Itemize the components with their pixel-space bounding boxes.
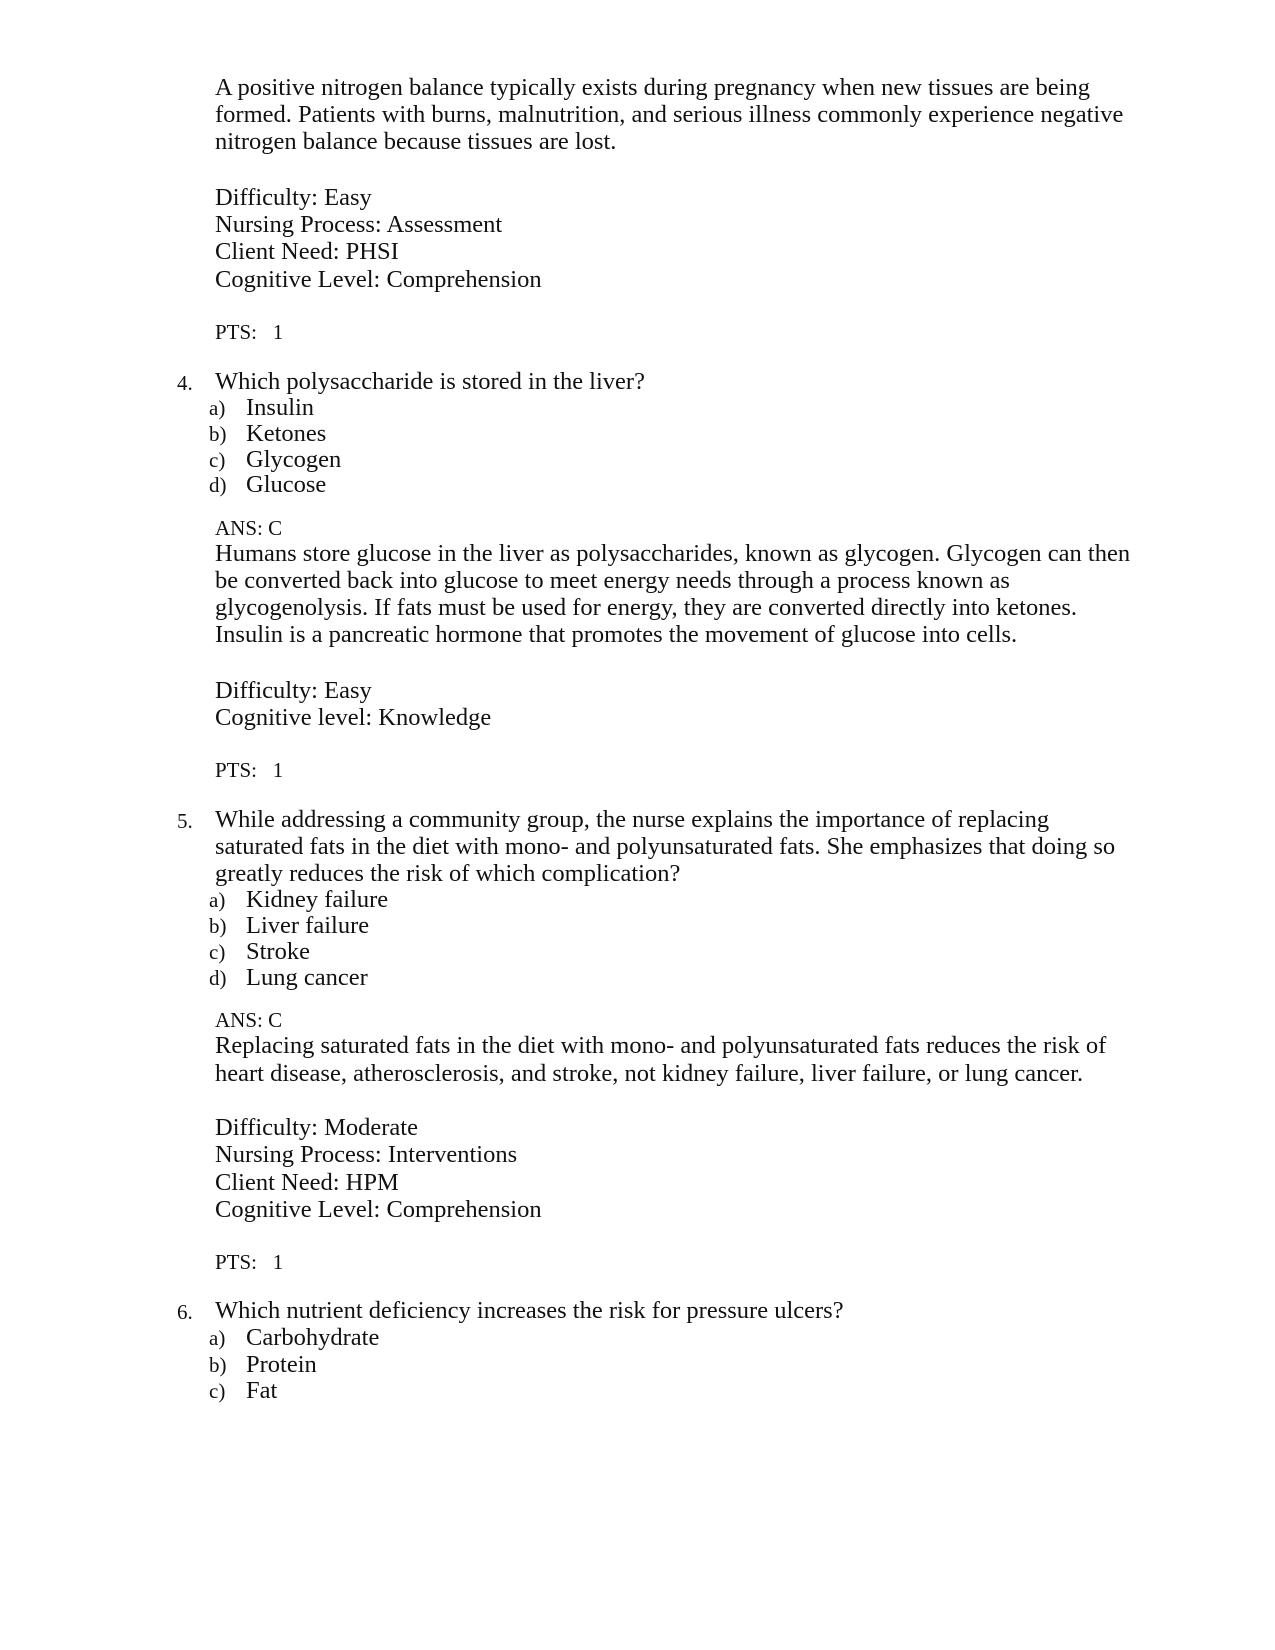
intro-rationale-line-3: nitrogen balance because tissues are lost. xyxy=(215,128,617,155)
question-5-points: PTS: 1 xyxy=(215,1250,284,1274)
question-5-cognitive-level: Cognitive Level: Comprehension xyxy=(215,1196,542,1223)
question-6-option-b-letter: b) xyxy=(209,1353,227,1377)
question-5-rationale-line-2: heart disease, atherosclerosis, and stroke, not kidney failure, liver failure, or lung cancer. xyxy=(215,1060,1084,1087)
question-4-rationale-line-2: be converted back into glucose to meet energy needs through a process known as xyxy=(215,567,1010,594)
intro-rationale-line-1: A positive nitrogen balance typically exists during pregnancy when new tissues are being xyxy=(215,74,1090,101)
question-5-stem-line-2: saturated fats in the diet with mono- and polyunsaturated fats. She emphasizes that doing so xyxy=(215,833,1116,860)
question-4-difficulty: Difficulty: Easy xyxy=(215,677,372,704)
question-5-client-need: Client Need: HPM xyxy=(215,1169,399,1196)
question-5-answer: ANS: C xyxy=(215,1008,283,1032)
question-4-option-d: Glucose xyxy=(246,471,327,498)
question-5-option-b: Liver failure xyxy=(246,912,370,939)
question-5-number: 5. xyxy=(177,809,193,833)
question-5-option-c: Stroke xyxy=(246,938,310,965)
question-6-option-c: Fat xyxy=(246,1377,278,1404)
question-5-option-b-letter: b) xyxy=(209,914,227,938)
question-4-option-c: Glycogen xyxy=(246,446,342,473)
question-4-option-d-letter: d) xyxy=(209,473,227,497)
intro-client-need: Client Need: PHSI xyxy=(215,238,399,265)
question-5-difficulty: Difficulty: Moderate xyxy=(215,1114,418,1141)
question-4-rationale-line-3: glycogenolysis. If fats must be used for energy, they are converted directly into ketones. xyxy=(215,594,1078,621)
question-5-option-a-letter: a) xyxy=(209,888,226,912)
question-4-points: PTS: 1 xyxy=(215,758,284,782)
question-6-number: 6. xyxy=(177,1300,193,1324)
intro-cognitive-level: Cognitive Level: Comprehension xyxy=(215,266,542,293)
question-6-option-a: Carbohydrate xyxy=(246,1324,380,1351)
question-6-stem: Which nutrient deficiency increases the risk for pressure ulcers? xyxy=(215,1297,844,1324)
question-4-rationale-line-1: Humans store glucose in the liver as polysaccharides, known as glycogen. Glycogen can then xyxy=(215,540,1131,567)
question-4-option-a: Insulin xyxy=(246,394,315,421)
intro-difficulty: Difficulty: Easy xyxy=(215,184,372,211)
question-5-option-d-letter: d) xyxy=(209,966,227,990)
question-5-option-c-letter: c) xyxy=(209,940,226,964)
question-5-option-a: Kidney failure xyxy=(246,886,389,913)
question-5-stem-line-3: greatly reduces the risk of which complication? xyxy=(215,860,681,887)
question-4-cognitive-level: Cognitive level: Knowledge xyxy=(215,704,492,731)
question-5-nursing-process: Nursing Process: Interventions xyxy=(215,1141,518,1168)
question-4-stem: Which polysaccharide is stored in the liver? xyxy=(215,368,645,395)
question-6-option-c-letter: c) xyxy=(209,1379,226,1403)
question-4-option-c-letter: c) xyxy=(209,448,226,472)
question-4-option-a-letter: a) xyxy=(209,396,226,420)
intro-points: PTS: 1 xyxy=(215,320,284,344)
question-6-option-b: Protein xyxy=(246,1351,317,1378)
question-5-rationale-line-1: Replacing saturated fats in the diet with mono- and polyunsaturated fats reduces the risk of xyxy=(215,1032,1107,1059)
question-6-option-a-letter: a) xyxy=(209,1326,226,1350)
question-4-option-b-letter: b) xyxy=(209,422,227,446)
question-5-stem-line-1: While addressing a community group, the nurse explains the importance of replacing xyxy=(215,806,1050,833)
question-4-answer: ANS: C xyxy=(215,516,283,540)
question-4-option-b: Ketones xyxy=(246,420,327,447)
intro-rationale-line-2: formed. Patients with burns, malnutrition, and serious illness commonly experience negative xyxy=(215,101,1124,128)
question-5-option-d: Lung cancer xyxy=(246,964,368,991)
intro-nursing-process: Nursing Process: Assessment xyxy=(215,211,503,238)
question-4-rationale-line-4: Insulin is a pancreatic hormone that promotes the movement of glucose into cells. xyxy=(215,621,1018,648)
question-4-number: 4. xyxy=(177,371,193,395)
